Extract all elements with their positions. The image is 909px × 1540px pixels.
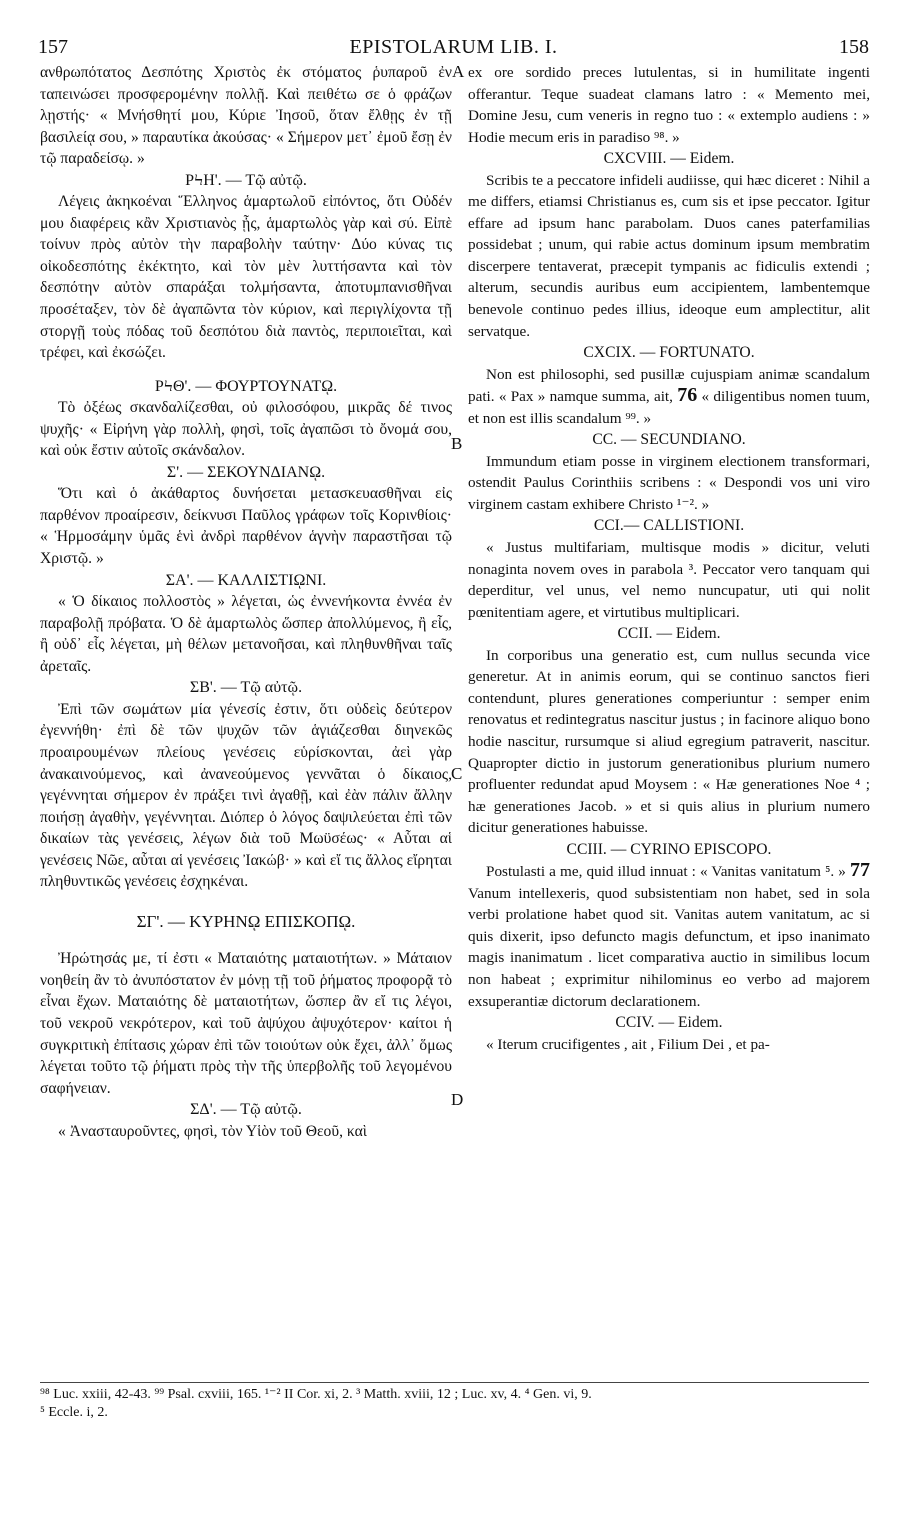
margin-letter-a: A — [452, 62, 465, 81]
latin-letter-heading: CCI.— CALLISTIONI. — [593, 517, 745, 535]
latin-text: Vanum intellexeris, quod subsistentiam non habet, sed in sola verbi prolatione habet quod sit. Vanitas autem vanitatum, ac si quis dixerit, ipso defuncto magis defunctum, et ipso inanimato magis inanimatum . licet comparativa auctio in similibus locum non habeat ; exprimitur nihilominus eo verbo ad majorem exsuperantiæ dictorum declarationem. — [468, 884, 870, 1010]
latin-letter-heading: CXCIX. — FORTUNATO. — [583, 344, 755, 362]
greek-column — [40, 62, 452, 1142]
greek-paragraph: « Ἀνασταυροῦντες, φησὶ, τὸν Υἱὸν τοῦ Θεοῦ, καὶ — [58, 1122, 367, 1140]
greek-letter-heading: ΣΒ'. — Τῷ αὐτῷ. — [189, 679, 303, 697]
page-number-right: 158 — [839, 36, 869, 58]
greek-paragraph: Τὸ ὀξέως σκανδαλίζεσθαι, οὐ φιλοσόφου, μικρᾶς δέ τινος ψυχῆς· « Εἰρήνη γὰρ πολλὴ, φησὶ, τοῖς ἀγαπῶσι τὸ ὄνομά σου, καὶ οὐκ ἔστιν αὐτοῖς σκάνδαλον. — [40, 399, 452, 460]
latin-text: « diligentibus nomen tuum, et non est illis scandalum ⁹⁹. » — [468, 388, 870, 427]
greek-paragraph: « Ὁ δίκαιος πολλοστὸς » λέγεται, ὡς ἐννενήκοντα ἐννέα ἐν παραβολῇ πρόβατα. Ὁ δὲ ἁμαρτωλὸς ὥσπερ ἀπολλύμενος, ἢ εἷς, ἢ οὐδ᾽ εἷς λέγεται, μὴ θέλων μετανοῆσαι, καὶ πληθυνθῆναι ταῖς ἀρεταῖς. — [40, 593, 452, 675]
greek-letter-heading: ΡϞΗ'. — Τῷ αὐτῷ. — [185, 171, 307, 189]
margin-letter-b: B — [451, 434, 463, 453]
latin-letter-heading: CCII. — Eidem. — [617, 625, 721, 643]
latin-column — [468, 62, 870, 1055]
margin-letter-d: D — [451, 1090, 464, 1109]
footnote-line: ⁵ Eccle. i, 2. — [40, 1405, 108, 1420]
latin-text: Postulasti a me, quid illud innuat : « Vanitas vanitatum ⁵. » — [486, 863, 846, 881]
latin-paragraph: In corporibus una generatio est, cum nullus secunda vice generetur. At in animis eorum, qui se continuo sanctos fieri contendunt, plures generationes comperiuntur : semper enim renovatus et redintegratus nascitur justus ; in facinore aliquo bono hodie nascitur, rursumque si aliud egregium patraverit, nascitur. Quapropter dictio in justorum generationibus plurium numero profluenter redundat apud Moysem : « Hæ generationes Noe ⁴ ; hæ generationes Jacob. » et si quis alius in plurium numero dicitur generationes habuisse. — [468, 646, 870, 837]
running-title: EPISTOLARUM LIB. I. — [349, 36, 558, 58]
page-header — [38, 36, 869, 60]
page-number-left: 157 — [38, 36, 68, 58]
greek-letter-heading: ΣΔ'. — Τῷ αὐτῷ. — [190, 1101, 302, 1119]
latin-paragraph: ex ore sordido preces lutulentas, si in humilitate ingenti offerantur. Teque suadeat clamans latro : « Memento mei, Domine Jesu, cum veneris in regno tuo : « extemplo audiens : » Hodie mecum eris in paradiso ⁹⁸. » — [468, 64, 870, 146]
greek-paragraph: Ὅτι καὶ ὁ ἀκάθαρτος δυνήσεται μετασκευασθῆναι εἰς παρθένον προαίρεσιν, δείκνυσι Παῦλος γράφων τοῖς Κορινθίοις· « Ἡρμοσάμην ὑμᾶς ἑνὶ ἀνδρὶ παρθένον ἁγνὴν παραστῆσαι τῷ Χριστῷ. » — [40, 485, 452, 568]
greek-paragraph: Ἐπὶ τῶν σωμάτων μία γένεσίς ἐστιν, ὅτι οὐδεὶς δεύτερον ἐγεννήθη· ἐπὶ δὲ τῶν ψυχῶν τῶν ἁγιάζεσθαι διηνεκῶς προαιρουμένων πλείους γενέσεις εὑρίσκονται, ἀεὶ γὰρ ἀνακαινούμενος, καὶ ἀνανεούμενος γεννᾶται ὁ δίκαιος, γεγέννηται σήμερον ἐν πράξει τινὶ ἀγαθῇ, καὶ ἐὰν πάλιν ἄλλην ποιήσῃ ἀγαθὴν, γεγέννηται. Διόπερ ὁ λόγος δαψιλεύεται ἐπὶ τῶν δικαίων τὰς γενέσεις, λέγων διὰ τοῦ Μωϋσέως· « Αὗται αἱ γενέσεις Νῶε, αὗται αἱ γενέσεις Ἰακώβ· » καὶ εἴ τις ἄλλος εἴρηται πληθυντικῶς γενέσεις ἐσχηκέναι. — [40, 700, 452, 891]
greek-paragraph: Λέγεις ἀκηκοέναι Ἕλληνος ἁμαρτωλοῦ εἰπόντος, ὅτι Οὐδέν μου διαφέρεις κἂν Χριστιανὸς ᾖς, ἁμαρτωλὸς γὰρ καὶ σύ. Εἰπὲ τοίνυν πρὸς αὐτὸν τὴν παραβολὴν ταύτην· Δύο κύνας τις οἰκοδεσπότης ἐκέκτητο, καὶ τὸν μὲν λυττήσαντα καὶ τὸν δεσπότην αὐτὸν σπαράξαι τολμήσαντα, ἀποτυμπανισθῆναι προσέταξεν, τὸν δὲ ἀγαπῶντα τὸν κύριον, καὶ περιγλίχοντα τῇ στοργῇ τοὺς πόδας τοῦ δεσπότου διὰ παντὸς, περιποιεῖται, καὶ τρέφει, καὶ ἐκσώζει. — [40, 193, 452, 362]
column-number: 77 — [850, 859, 870, 882]
latin-paragraph — [468, 860, 870, 1012]
greek-paragraph: Ἠρώτησάς με, τί ἐστι « Ματαιότης ματαιοτήτων. » Μάταιον νοηθείη ἂν τὸ ἀνυπόστατον ἐν μόνῃ τῇ τοῦ ῥήματος προφορᾷ τὸ εἶναι ἔχων. Ματαιότης δὲ ματαιοτήτων, ὥσπερ ἂν εἴ τις λέγοι, τοῦ νεκροῦ νεκρότερον, καὶ τοῦ ἀψύχου ἀψυχότερον· καίτοι ἡ συγκριτικὴ ἐπίτασις χώραν ἐπὶ τῶν τοιούτων οὐκ ἔχει, ἀλλ᾽ ὅμως λέγεται τοῦτο τῷ ῥήματι πρὸς τὴν τῆς ὑπερβολῆς τοῦ λεγομένου σαφήνειαν. — [40, 950, 452, 1097]
latin-letter-heading: CCIII. — CYRINO EPISCOPO. — [566, 840, 772, 858]
greek-letter-heading: ΣΓ'. — ΚΥΡΗΝῼ ΕΠΙΣΚΟΠῼ. — [136, 911, 356, 931]
latin-paragraph: Immundum etiam posse in virginem electionem transformari, ostendit Paulus Corinthiis scribens : « Despondi vos uni viro virginem castam exhibere Christo ¹⁻². » — [468, 452, 870, 513]
latin-paragraph: « Justus multifariam, multisque modis » dicitur, veluti nonaginta novem oves in parabola ³. Peccator vero tanquam qui deperditur, vel unus, vel nemo nuncupatur, uti qui nolit pœnitentiam agere, et virtutibus multiplicari. — [468, 539, 870, 621]
greek-letter-heading: ΣΑ'. — ΚΑΛΛΙΣΤΙῼΝΙ. — [165, 571, 327, 589]
latin-letter-heading: CXCVIII. — Eidem. — [603, 150, 735, 168]
latin-letter-heading: CC. — SECUNDIANO. — [592, 431, 746, 449]
latin-paragraph: Scribis te a peccatore infideli audiisse, qui hæc diceret : Nihil a me differs, etiamsi Christianus es, cum sis et ipse peccator. Igitur effare ad ipsum hanc parabolam. Duos canes paterfamilias possidebat ; unum, qui rabie actus dominum ipsum membratim discerpere tentaverat, præcepit tympanis ac fidiculis extendi ; alterum, secundis auribus eum accipientem, lambentemque benevole continuo pedes illius, ideoque eum amplectitur, alit servatque. — [468, 171, 870, 340]
latin-text: Non est philosophi, sed pusillæ cujuspiam animæ scandalum pati. « Pax » namque summa, ait, — [468, 365, 870, 406]
latin-letter-heading: CCIV. — Eidem. — [615, 1014, 723, 1032]
footnotes — [40, 1386, 869, 1422]
latin-paragraph — [468, 364, 870, 430]
greek-letter-heading: ΡϞΘ'. — ΦΟΥΡΤΟΥΝΑΤῼ. — [154, 377, 338, 395]
footnote-line: ⁹⁸ Luc. xxiii, 42-43. ⁹⁹ Psal. cxviii, 165. ¹⁻² II Cor. xi, 2. ³ Matth. xviii, 12 ; Luc. xv, 4. ⁴ Gen. vi, 9. — [40, 1387, 592, 1402]
greek-letter-heading: Σ'. — ΣΕΚΟΥΝΔΙΑΝῼ. — [166, 463, 326, 481]
margin-letter-c: C — [451, 764, 463, 783]
greek-paragraph: ανθρωπότατος Δεσπότης Χριστὸς ἐκ στόματος ῥυπαροῦ ἐν ταπεινώσει προσφερομένην πολλῇ. Καὶ πειθέτω σε ὁ φράζων λῃστής· « Μνήσθητί μου, Κύριε Ἰησοῦ, ὅταν ἔλθῃς ἐν τῇ βασιλείᾳ σου, » παραυτίκα ἀκούσας· « Σήμερον μετ᾽ ἐμοῦ ἔσῃ ἐν τῷ παραδείσῳ. » — [40, 64, 452, 168]
footnote-rule — [40, 1382, 869, 1383]
latin-paragraph: « Iterum crucifigentes , ait , Filium Dei , et pa- — [486, 1035, 770, 1053]
column-number: 76 — [677, 384, 698, 407]
